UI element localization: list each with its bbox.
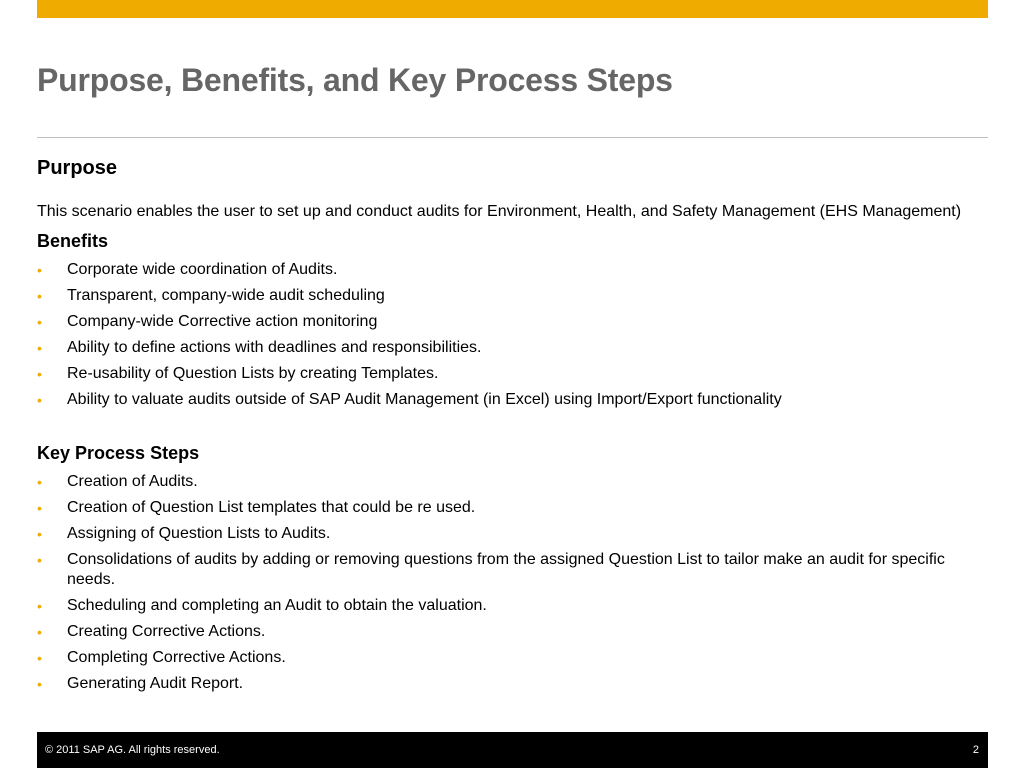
step-item: • Creation of Audits.	[37, 473, 198, 490]
benefit-item: • Re-usability of Question Lists by creating Templates.	[37, 365, 439, 382]
step-item: • Creation of Question List templates that could be re used.	[37, 499, 476, 516]
bullet-icon: •	[37, 500, 42, 516]
benefit-item: • Corporate wide coordination of Audits.	[37, 261, 338, 278]
slide-content	[37, 150, 972, 694]
benefit-item: • Ability to valuate audits outside of SAP Audit Management (in Excel) using Import/Export functionality	[37, 391, 782, 408]
purpose-heading: Purpose	[37, 157, 118, 179]
step-item: • Assigning of Question Lists to Audits.	[37, 525, 331, 542]
bullet-icon: •	[37, 340, 42, 356]
bullet-icon: •	[37, 650, 42, 666]
step-item: • Creating Corrective Actions.	[37, 623, 266, 640]
benefit-item: • Ability to define actions with deadlines and responsibilities.	[37, 339, 482, 356]
step-item: • Completing Corrective Actions.	[37, 649, 286, 666]
bullet-icon: •	[37, 314, 42, 330]
bullet-icon: •	[37, 474, 42, 490]
bullet-icon: •	[37, 676, 42, 692]
bullet-icon: •	[37, 624, 42, 640]
benefits-heading: Benefits	[37, 231, 109, 251]
title-divider	[37, 137, 988, 138]
top-accent-bar	[37, 0, 988, 18]
bullet-icon: •	[37, 392, 42, 408]
copyright-text: © 2011 SAP AG. All rights reserved.	[45, 744, 220, 756]
key-steps-heading: Key Process Steps	[37, 443, 200, 463]
bullet-icon: •	[37, 598, 42, 614]
slide-title: Purpose, Benefits, and Key Process Steps	[37, 62, 673, 98]
benefit-item: • Transparent, company-wide audit scheduling	[37, 287, 385, 304]
bullet-icon: •	[37, 552, 42, 568]
bullet-icon: •	[37, 366, 42, 382]
bullet-icon: •	[37, 526, 42, 542]
step-item: • Scheduling and completing an Audit to obtain the valuation.	[37, 597, 487, 614]
step-item: • Consolidations of audits by adding or removing questions from the assigned Question List to tailor make an audit for specific needs.	[37, 551, 945, 588]
benefit-item: • Company-wide Corrective action monitoring	[37, 313, 378, 330]
page-number: 2	[972, 744, 979, 756]
key-steps-list	[37, 472, 972, 694]
benefits-list	[37, 260, 972, 410]
purpose-text: This scenario enables the user to set up and conduct audits for Environment, Health, and Safety Management (EHS Management)	[37, 203, 962, 220]
step-item: • Generating Audit Report.	[37, 675, 244, 692]
bullet-icon: •	[37, 288, 42, 304]
bullet-icon: •	[37, 262, 42, 278]
footer-bar	[37, 732, 988, 768]
